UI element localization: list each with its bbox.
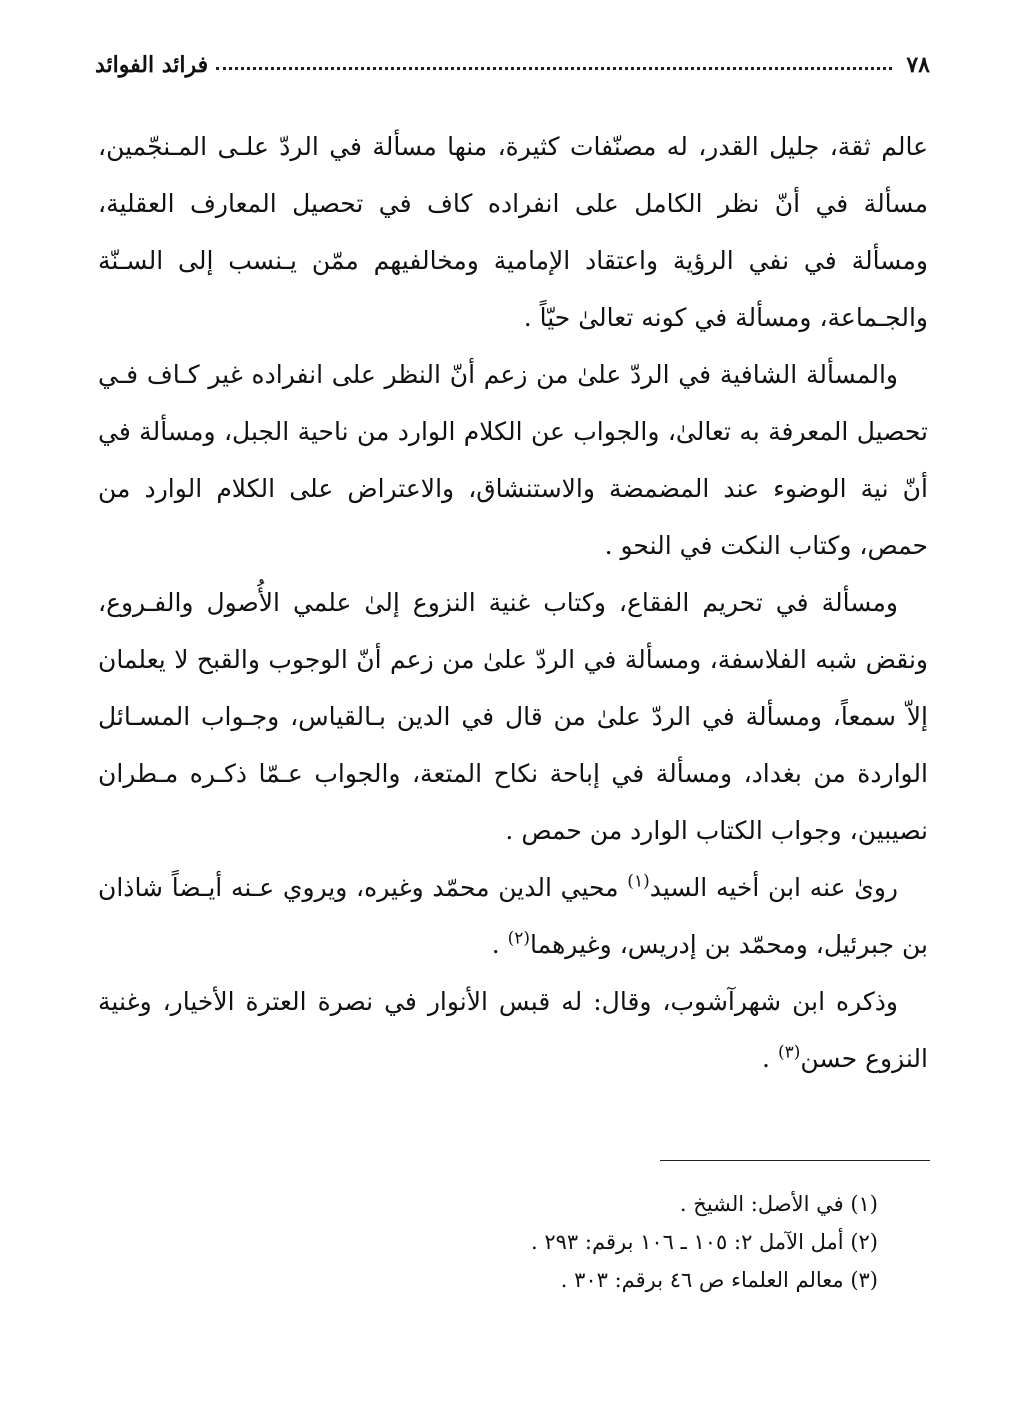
paragraph-4 xyxy=(98,859,928,973)
paragraph-5-text-a: وذكره ابن شهرآشوب، وقال: له قبس الأنوار في نصرة العترة الأخيار، وغنية النزوع حسن xyxy=(98,987,928,1073)
footnote-ref-2[interactable]: (٢) xyxy=(507,928,531,949)
paragraph-2: والمسألة الشافية في الردّ علىٰ من زعم أنّ النظر على انفراده غير كـاف فـي تحصيل المعرفة به تعالىٰ، والجواب عن الكلام الوارد من ناحية الجبل، ومسألة في أنّ نية الوضوء عند المضمضة والاستنشاق، والاعتراض على الكلام الوارد من حمص، وكتاب النكت في النحو . xyxy=(98,360,928,560)
paragraph-5 xyxy=(98,973,928,1087)
footnote-3: (٣) معالم العلماء ص ٤٦ برقم: ٣٠٣ . xyxy=(560,1268,878,1292)
header-leader-dots xyxy=(216,67,892,70)
paragraph-3: ومسألة في تحريم الفقاع، وكتاب غنية النزوع إلىٰ علمي الأُصول والفـروع، ونقض شبه الفلاسفة، ومسألة في الردّ علىٰ من زعم أنّ الوجوب والقبح لا يعلمان إلاّ سمعاً، ومسألة في الردّ علىٰ من قال في الدين بـالقياس، وجـواب المسـائل الواردة من بغداد، ومسألة في إباحة نكاح المتعة، والجواب عـمّا ذكـره مـطران نصيبين، وجواب الكتاب الوارد من حمص . xyxy=(98,588,928,845)
footnote-ref-3[interactable]: (٣) xyxy=(777,1042,801,1063)
running-title: فرائد الفوائد xyxy=(95,52,209,78)
footnotes xyxy=(300,1185,878,1299)
page-number: ٧٨ xyxy=(906,52,930,78)
page-header xyxy=(95,38,930,78)
paragraph-5-text-b: . xyxy=(762,1044,778,1073)
footnote-2: (٢) أمل الآمل ٢: ١٠٥ ـ ١٠٦ برقم: ٢٩٣ . xyxy=(531,1230,878,1254)
paragraph-4-text-a: روىٰ عنه ابن أخيه السيد xyxy=(649,873,898,902)
paragraph-4-text-b: محيي الدين محمّد وغيره، ويروي عـنه أيـضاً شاذان بن جبرئيل، ومحمّد بن إدريس، وغيرهما xyxy=(98,873,928,959)
main-text xyxy=(98,118,928,1087)
footnote-ref-1[interactable]: (١) xyxy=(627,871,650,892)
paragraph-1: عالم ثقة، جليل القدر، له مصنّفات كثيرة، منها مسألة في الردّ علـى المـنجّمين، مسألة في أنّ نظر الكامل على انفراده كاف في تحصيل المعارف العقلية، ومسألة في نفي الرؤية واعتقاد الإمامية ومخالفيهم ممّن يـنسب إلى السـنّة والجـماعة، ومسألة في كونه تعالىٰ حيّاً . xyxy=(98,132,928,332)
footnote-separator xyxy=(660,1160,930,1161)
footnote-1: (١) في الأصل: الشيخ . xyxy=(679,1192,878,1216)
paragraph-4-text-c: . xyxy=(491,930,508,959)
